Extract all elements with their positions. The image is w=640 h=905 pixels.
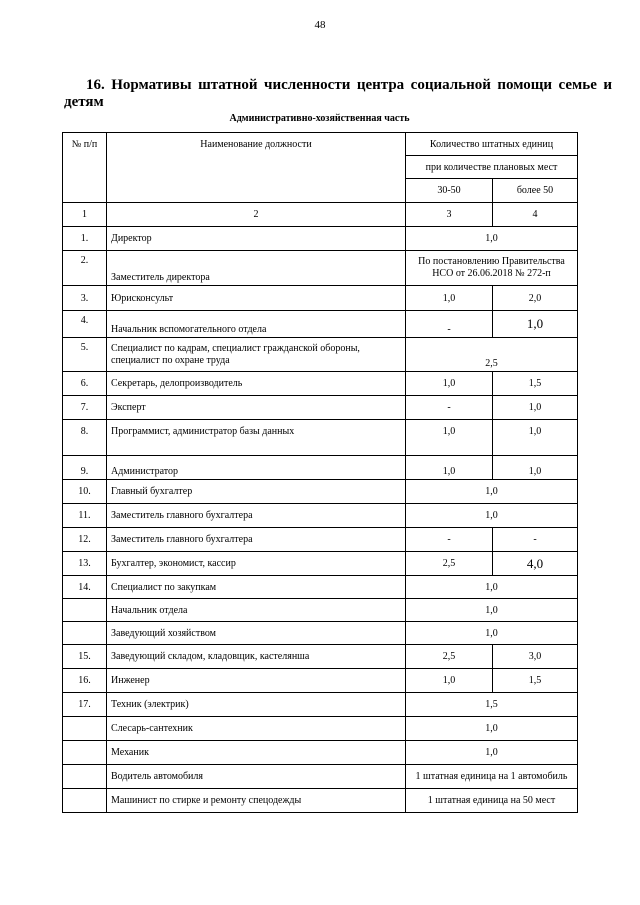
row-num — [63, 599, 107, 622]
value-over-50: 1,0 — [493, 420, 578, 456]
row-num — [63, 717, 107, 741]
position-name: Бухгалтер, экономист, кассир — [107, 552, 406, 576]
row-num: 11. — [63, 504, 107, 528]
position-name: Специалист по закупкам — [107, 576, 406, 599]
value-over-50: 1,5 — [493, 372, 578, 396]
header-num: № п/п — [63, 133, 107, 203]
table-row — [63, 645, 578, 669]
value-30-50: 1,0 — [406, 420, 493, 456]
table-row — [63, 372, 578, 396]
table-row — [63, 456, 578, 480]
position-name: Программист, администратор базы данных — [107, 420, 406, 456]
value-over-50: 4,0 — [493, 552, 578, 576]
table-row — [63, 286, 578, 311]
row-num — [63, 765, 107, 789]
position-name: Директор — [107, 227, 406, 251]
value-30-50: 2,5 — [406, 552, 493, 576]
merged-value: 1 штатная единица на 1 автомобиль — [406, 765, 578, 789]
position-name: Инженер — [107, 669, 406, 693]
row-num: 1. — [63, 227, 107, 251]
row-num — [63, 622, 107, 645]
merged-value: 1,0 — [406, 622, 578, 645]
position-name: Специалист по кадрам, специалист гражданской обороны, специалист по охране труда — [107, 338, 406, 372]
header-position: Наименование должности — [107, 133, 406, 203]
table-row — [63, 741, 578, 765]
table-row — [63, 622, 578, 645]
value-30-50: 2,5 — [406, 645, 493, 669]
position-name: Слесарь-сантехник — [107, 717, 406, 741]
row-num: 2. — [63, 251, 107, 286]
value-30-50: 1,0 — [406, 286, 493, 311]
position-name: Заместитель главного бухгалтера — [107, 504, 406, 528]
position-name: Машинист по стирке и ремонту спецодежды — [107, 789, 406, 813]
table-row — [63, 576, 578, 599]
staffing-table — [62, 132, 578, 813]
value-over-50: 1,0 — [493, 396, 578, 420]
value-over-50: - — [493, 528, 578, 552]
position-name: Секретарь, делопроизводитель — [107, 372, 406, 396]
merged-value: 1,0 — [406, 504, 578, 528]
position-name: Администратор — [107, 456, 406, 480]
table-row — [63, 765, 578, 789]
position-name: Заместитель директора — [107, 251, 406, 286]
value-30-50: - — [406, 396, 493, 420]
value-over-50: 3,0 — [493, 645, 578, 669]
row-num — [63, 789, 107, 813]
merged-value: 1,0 — [406, 717, 578, 741]
row-num: 10. — [63, 480, 107, 504]
value-30-50: - — [406, 311, 493, 338]
table-row — [63, 552, 578, 576]
position-name: Начальник отдела — [107, 599, 406, 622]
value-over-50: 1,5 — [493, 669, 578, 693]
merged-value: 1,0 — [406, 741, 578, 765]
row-num: 8. — [63, 420, 107, 456]
row-num: 4. — [63, 311, 107, 338]
row-num: 5. — [63, 338, 107, 372]
table-row — [63, 789, 578, 813]
header-count: Количество штатных единиц — [406, 133, 578, 156]
position-name: Заведующий складом, кладовщик, кастелянша — [107, 645, 406, 669]
position-name: Заместитель главного бухгалтера — [107, 528, 406, 552]
table-row — [63, 599, 578, 622]
merged-value: 1 штатная единица на 50 мест — [406, 789, 578, 813]
row-num: 16. — [63, 669, 107, 693]
merged-value: 1,0 — [406, 227, 578, 251]
section-subtitle: Административно-хозяйственная часть — [229, 113, 410, 124]
position-name: Заведующий хозяйством — [107, 622, 406, 645]
table-row — [63, 311, 578, 338]
row-num: 17. — [63, 693, 107, 717]
value-over-50: 2,0 — [493, 286, 578, 311]
row-num: 7. — [63, 396, 107, 420]
merged-value: 1,0 — [406, 599, 578, 622]
row-num: 9. — [63, 456, 107, 480]
row-num: 14. — [63, 576, 107, 599]
col-number: 4 — [493, 203, 578, 227]
row-num: 3. — [63, 286, 107, 311]
position-name: Начальник вспомогательного отдела — [107, 311, 406, 338]
merged-value: 2,5 — [406, 338, 578, 372]
table-row — [63, 717, 578, 741]
row-num: 15. — [63, 645, 107, 669]
header-places: при количестве плановых мест — [406, 156, 578, 179]
table-row — [63, 227, 578, 251]
header-range-30-50: 30-50 — [406, 179, 493, 203]
col-number: 2 — [107, 203, 406, 227]
table-row — [63, 693, 578, 717]
value-30-50: 1,0 — [406, 456, 493, 480]
merged-value: 1,5 — [406, 693, 578, 717]
position-name: Главный бухгалтер — [107, 480, 406, 504]
table-row — [63, 504, 578, 528]
position-name: Водитель автомобиля — [107, 765, 406, 789]
position-name: Механик — [107, 741, 406, 765]
row-num — [63, 741, 107, 765]
value-over-50: 1,0 — [493, 456, 578, 480]
row-num: 13. — [63, 552, 107, 576]
value-30-50: 1,0 — [406, 372, 493, 396]
row-num: 6. — [63, 372, 107, 396]
position-name: Эксперт — [107, 396, 406, 420]
value-30-50: 1,0 — [406, 669, 493, 693]
col-number: 3 — [406, 203, 493, 227]
header-range-over-50: более 50 — [493, 179, 578, 203]
value-over-50: 1,0 — [493, 311, 578, 338]
table-row — [63, 669, 578, 693]
col-number: 1 — [63, 203, 107, 227]
table-row — [63, 480, 578, 504]
row-num: 12. — [63, 528, 107, 552]
merged-value: 1,0 — [406, 576, 578, 599]
table-row — [63, 251, 578, 286]
merged-value: 1,0 — [406, 480, 578, 504]
table-row — [63, 396, 578, 420]
table-row — [63, 420, 578, 456]
page-number: 48 — [314, 19, 326, 31]
table-row — [63, 338, 578, 372]
table-row — [63, 528, 578, 552]
position-name: Юрисконсульт — [107, 286, 406, 311]
position-name: Техник (электрик) — [107, 693, 406, 717]
value-30-50: - — [406, 528, 493, 552]
page-title: 16. Нормативы штатной численности центра социальной помощи семье и детям — [64, 77, 612, 110]
merged-value: По постановлению Правительства НСО от 26.06.2018 № 272-п — [406, 251, 578, 286]
